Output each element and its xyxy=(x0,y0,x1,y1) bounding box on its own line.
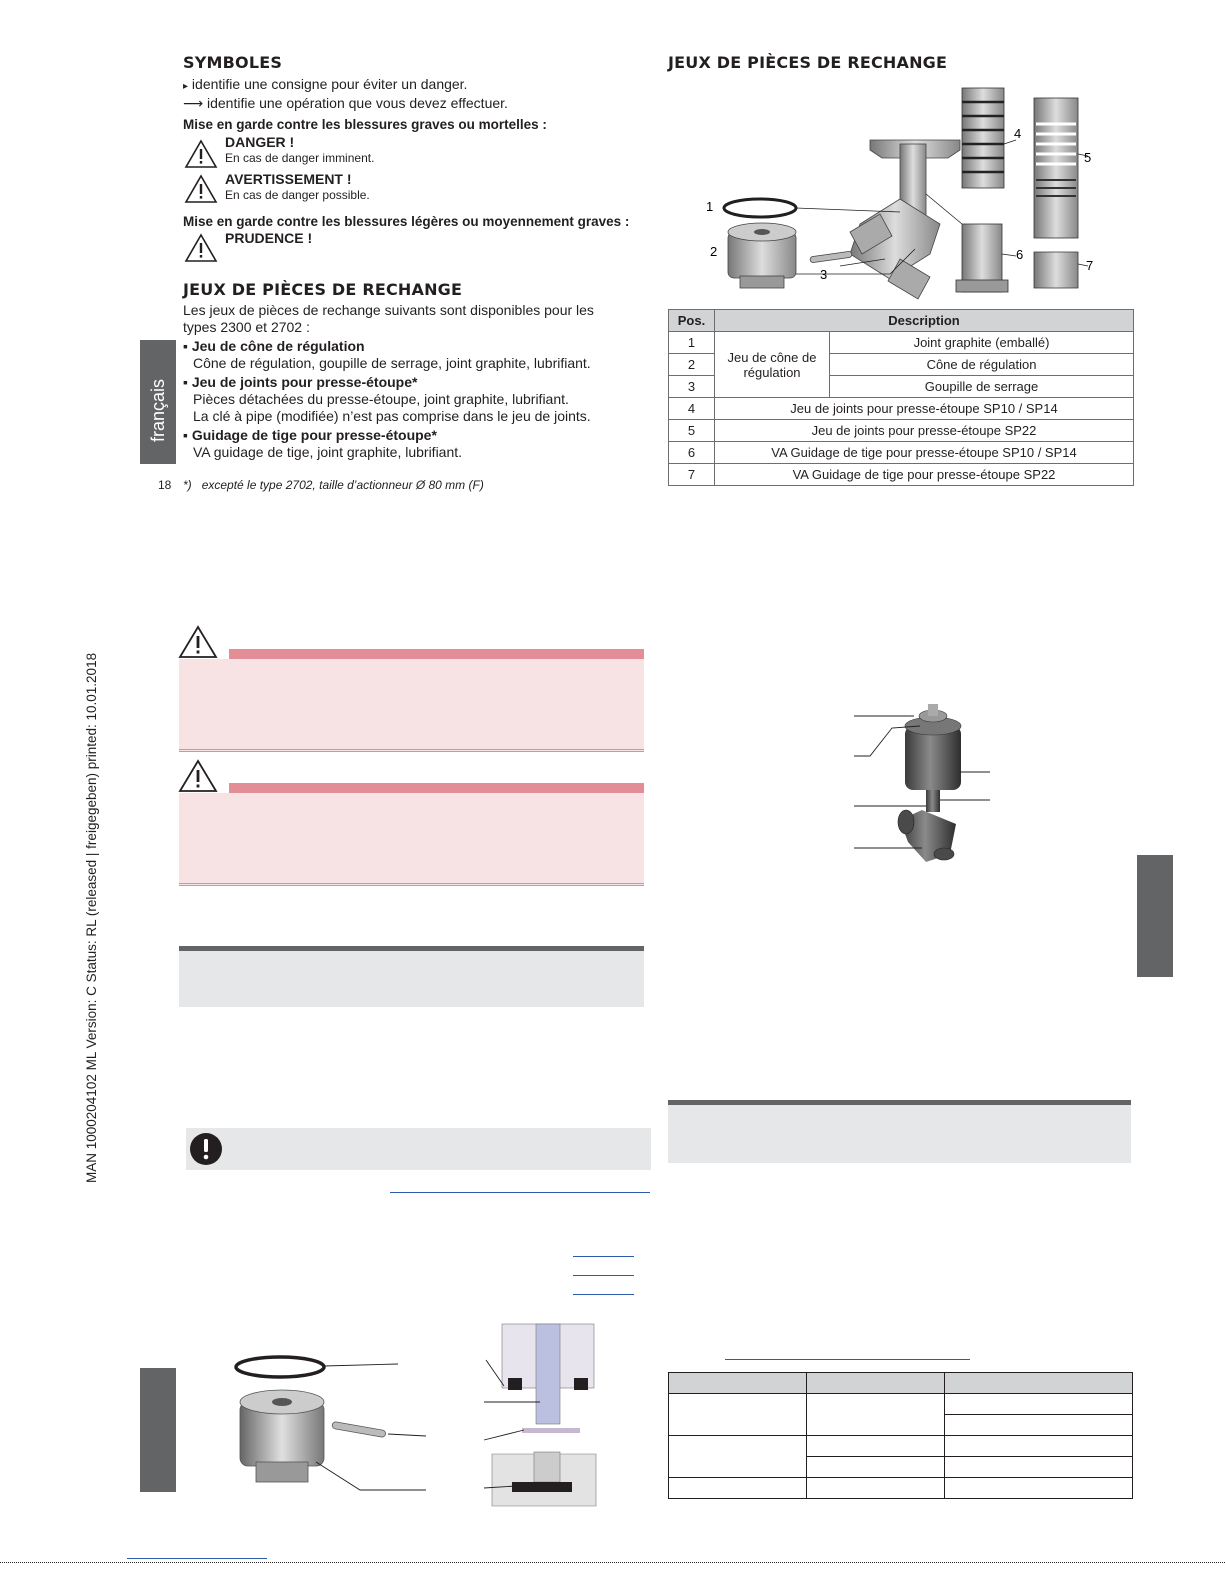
triangle-bullet-icon: ▸ xyxy=(183,81,189,92)
link-underline[interactable] xyxy=(390,1192,650,1193)
table-row: 3 Goupille de serrage xyxy=(669,376,1134,398)
table-row: 5 Jeu de joints pour presse-étoupe SP22 xyxy=(669,420,1134,442)
spare-left-heading: JEUX DE PIÈCES DE RECHANGE xyxy=(183,280,463,299)
section-heading-box xyxy=(668,1100,1131,1163)
symbols-section xyxy=(183,53,653,133)
warning-band xyxy=(229,649,644,659)
language-tab-right[interactable] xyxy=(1137,855,1173,977)
link-underline[interactable] xyxy=(573,1275,634,1276)
language-tab-lower[interactable] xyxy=(140,1368,176,1492)
spare-item: ▪ Jeu de joints pour presse-étoupe* Pièces détachées du presse-étoupe, joint graphite, lubrifiant. La clé à pipe (modifiée) n’est pas comprise dans le jeu de joints. xyxy=(183,374,591,424)
link-underline[interactable] xyxy=(573,1294,634,1295)
warning-title: AVERTISSEMENT ! xyxy=(225,171,352,187)
column-header-description: Description xyxy=(715,310,1134,332)
spare-item: ▪ Jeu de cône de régulation Cône de régulation, goupille de serrage, joint graphite, lubrifiant. xyxy=(183,338,591,371)
callout-4: 4 xyxy=(1014,126,1022,141)
warning-triangle-icon xyxy=(184,233,218,263)
table-row xyxy=(669,1394,1133,1415)
link-underline[interactable] xyxy=(127,1558,267,1559)
language-tab[interactable] xyxy=(140,340,176,464)
footnote: *) excepté le type 2702, taille d’actionneur Ø 80 mm (F) xyxy=(183,478,484,492)
callout-2: 2 xyxy=(710,244,718,259)
danger-block xyxy=(225,134,374,165)
table-row xyxy=(669,1478,1133,1499)
warning-triangle-icon xyxy=(178,759,218,793)
table-header-row xyxy=(669,310,1134,332)
note-box xyxy=(186,1128,651,1170)
spare-right-heading: JEUX DE PIÈCES DE RECHANGE xyxy=(668,53,948,72)
callout-5: 5 xyxy=(1084,150,1092,165)
spare-item: ▪ Guidage de tige pour presse-étoupe* VA guidage de tige, joint graphite, lubrifiant. xyxy=(183,427,463,460)
group-label: Jeu de cône de régulation xyxy=(715,332,830,398)
table-row xyxy=(669,1436,1133,1457)
callout-6: 6 xyxy=(1016,247,1024,262)
warning-block xyxy=(225,171,370,202)
warn-light-label: Mise en garde contre les blessures légères ou moyennement graves : xyxy=(183,214,630,229)
warn-serious-label: Mise en garde contre les blessures graves ou mortelles : xyxy=(183,117,547,132)
language-label: français xyxy=(148,378,168,442)
table-row: 1 Jeu de cône de régulation Joint graphite (emballé) xyxy=(669,332,1134,354)
table-header-row xyxy=(669,1373,1133,1394)
table-row: 7 VA Guidage de tige pour presse-étoupe SP22 xyxy=(669,464,1134,486)
table-row: 2 Cône de régulation xyxy=(669,354,1134,376)
column-header-pos: Pos. xyxy=(669,310,715,332)
symbol-line-1: ▸ identifie une consigne pour éviter un danger. xyxy=(183,76,468,92)
spare-parts-table xyxy=(668,309,1134,486)
section-heading-box xyxy=(179,946,644,1007)
table-row: 4 Jeu de joints pour presse-étoupe SP10 / SP14 xyxy=(669,398,1134,420)
danger-text: En cas de danger imminent. xyxy=(225,151,375,165)
callout-3: 3 xyxy=(820,267,828,282)
callout-1: 1 xyxy=(706,199,714,214)
stem-section-drawing xyxy=(482,1322,602,1507)
caution-title: PRUDENCE ! xyxy=(225,230,313,246)
warning-triangle-icon xyxy=(178,625,218,659)
spare-intro-2: types 2300 et 2702 : xyxy=(183,319,310,335)
warning-text: En cas de danger possible. xyxy=(225,188,370,202)
page-number: 18 xyxy=(158,478,172,492)
angle-seat-valve-drawing xyxy=(850,700,995,865)
symbols-heading: SYMBOLES xyxy=(183,53,283,72)
symbol-line-2: ⟶ identifie une opération que vous devez effectuer. xyxy=(183,95,508,111)
arrow-right-icon: ⟶ xyxy=(183,95,204,111)
link-underline[interactable] xyxy=(725,1359,970,1360)
danger-title: DANGER ! xyxy=(225,134,295,150)
side-stamp: MAN 1000204102 ML Version: C Status: RL (released | freigegeben) printed: 10.01.2018 xyxy=(84,652,99,1183)
warning-band xyxy=(229,783,644,793)
control-cone-drawing xyxy=(230,1350,430,1500)
callout-7: 7 xyxy=(1086,258,1094,273)
exclamation-icon xyxy=(188,1131,224,1167)
bottom-dotted-rule xyxy=(0,1562,1225,1563)
table-row: 6 VA Guidage de tige pour presse-étoupe SP10 / SP14 xyxy=(669,442,1134,464)
spare-intro-1: Les jeux de pièces de rechange suivants sont disponibles pour les xyxy=(183,302,594,318)
empty-table xyxy=(668,1372,1133,1499)
link-underline[interactable] xyxy=(573,1256,634,1257)
warning-triangle-icon xyxy=(184,139,218,169)
warning-box xyxy=(179,793,644,886)
warning-box xyxy=(179,659,644,752)
spare-left-section xyxy=(183,280,653,461)
warning-triangle-icon xyxy=(184,174,218,204)
spare-parts-exploded-drawing xyxy=(700,84,1110,304)
